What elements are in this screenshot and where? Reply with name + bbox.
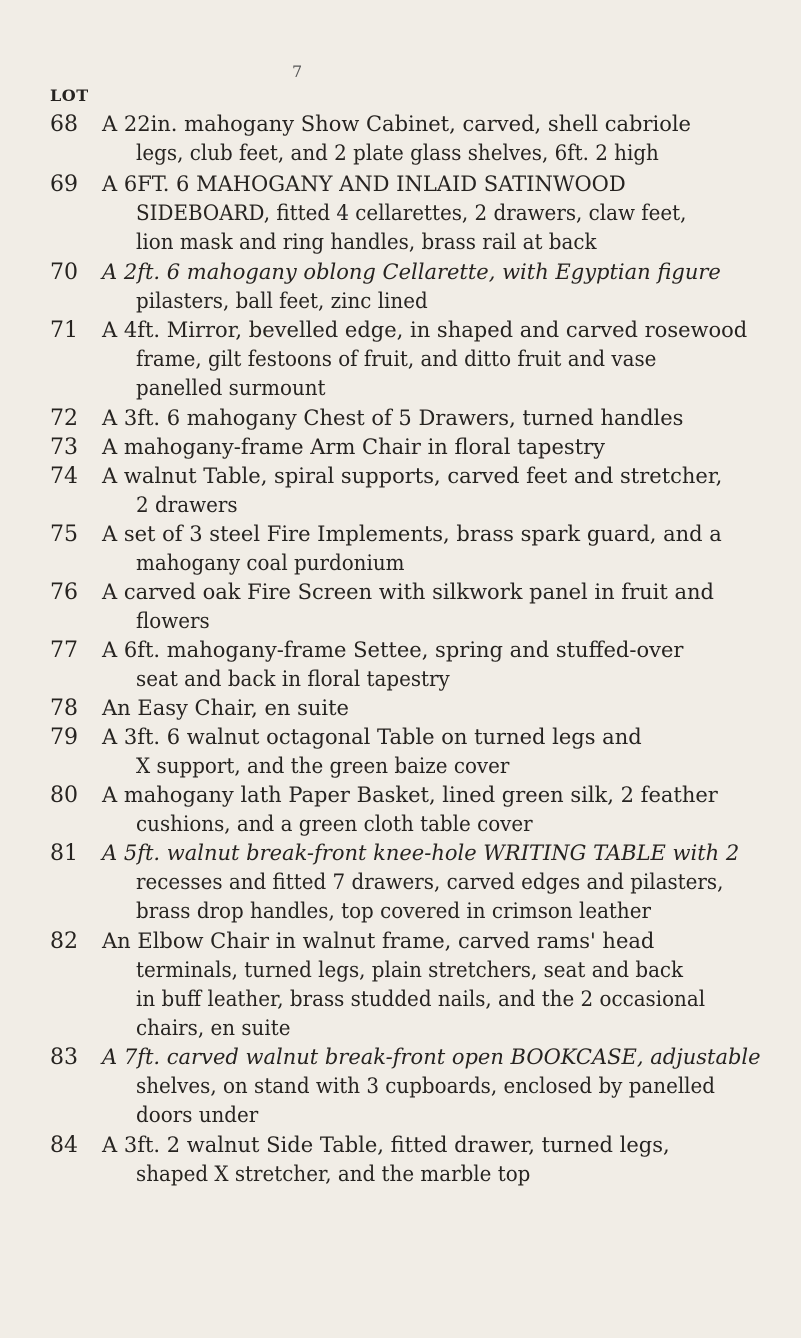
lot-entry bbox=[0, 578, 801, 636]
lot-entry bbox=[0, 927, 801, 1043]
lot-description bbox=[102, 1043, 767, 1130]
page-mark: 7 bbox=[292, 62, 303, 81]
lot-description-line: SIDEBOARD, fitted 4 cellarettes, 2 drawers, claw feet, bbox=[136, 201, 687, 225]
lot-description-line: A carved oak Fire Screen with silkwork panel in fruit and bbox=[102, 580, 715, 604]
lot-description-line: A walnut Table, spiral supports, carved feet and stretcher, bbox=[102, 464, 723, 488]
lot-description bbox=[102, 258, 767, 316]
lot-description bbox=[102, 578, 767, 636]
lot-entry bbox=[0, 433, 801, 462]
lot-description-line: A set of 3 steel Fire Implements, brass spark guard, and a bbox=[102, 522, 722, 546]
lot-description-line: shaped X stretcher, and the marble top bbox=[136, 1162, 531, 1186]
lot-description-line: brass drop handles, top covered in crimson leather bbox=[136, 899, 651, 923]
lot-description bbox=[102, 1131, 767, 1189]
lot-number: 77 bbox=[50, 638, 78, 663]
lot-description-line: X support, and the green baize cover bbox=[136, 754, 510, 778]
lot-description-line: chairs, en suite bbox=[136, 1016, 291, 1040]
lot-description-line: A mahogany lath Paper Basket, lined green silk, 2 feather bbox=[102, 783, 718, 807]
lot-description bbox=[102, 110, 767, 168]
lot-entry bbox=[0, 110, 801, 168]
lot-description-line: A 5ft. walnut break-front knee-hole WRITING TABLE with 2 bbox=[102, 841, 740, 865]
lot-description-line: doors under bbox=[136, 1103, 259, 1127]
lot-description bbox=[102, 927, 767, 1043]
lot-description-line: seat and back in floral tapestry bbox=[136, 667, 450, 691]
lot-number: 83 bbox=[50, 1045, 78, 1070]
lot-description bbox=[102, 316, 767, 403]
lot-description-line: An Elbow Chair in walnut frame, carved rams' head bbox=[102, 929, 655, 953]
lot-description-line: panelled surmount bbox=[136, 376, 326, 400]
lot-description-line: A 3ft. 6 mahogany Chest of 5 Drawers, turned handles bbox=[102, 406, 684, 430]
lot-number: 72 bbox=[50, 406, 78, 431]
lot-description-line: in buff leather, brass studded nails, and the 2 occasional bbox=[136, 987, 706, 1011]
lot-number: 81 bbox=[50, 841, 78, 866]
lot-description-line: lion mask and ring handles, brass rail at back bbox=[136, 230, 597, 254]
lot-description-line: flowers bbox=[136, 609, 210, 633]
lot-description bbox=[102, 636, 767, 694]
lot-description bbox=[102, 462, 767, 520]
lot-description-line: A 3ft. 6 walnut octagonal Table on turned legs and bbox=[102, 725, 642, 749]
lot-entry bbox=[0, 636, 801, 694]
lot-description bbox=[102, 694, 767, 723]
lot-description-line: A 3ft. 2 walnut Side Table, fitted drawer, turned legs, bbox=[102, 1133, 670, 1157]
lot-entry bbox=[0, 462, 801, 520]
lot-number: 70 bbox=[50, 260, 78, 285]
lot-entry bbox=[0, 258, 801, 316]
lot-description-line: shelves, on stand with 3 cupboards, enclosed by panelled bbox=[136, 1074, 716, 1098]
lot-number: 73 bbox=[50, 435, 78, 460]
lot-description-line: frame, gilt festoons of fruit, and ditto fruit and vase bbox=[136, 347, 657, 371]
lot-entry bbox=[0, 520, 801, 578]
lot-column-header: LOT bbox=[50, 86, 89, 105]
lot-description-line: A 2ft. 6 mahogany oblong Cellarette, with Egyptian figure bbox=[102, 260, 721, 284]
lot-number: 75 bbox=[50, 522, 78, 547]
lot-description-line: A 22in. mahogany Show Cabinet, carved, shell cabriole bbox=[102, 112, 691, 136]
lot-description-line: A 6FT. 6 MAHOGANY AND INLAID SATINWOOD bbox=[102, 172, 626, 196]
lot-number: 68 bbox=[50, 112, 78, 137]
lot-number: 71 bbox=[50, 318, 78, 343]
lot-description-line: A 4ft. Mirror, bevelled edge, in shaped and carved rosewood bbox=[102, 318, 748, 342]
lot-number: 80 bbox=[50, 783, 78, 808]
lot-entry bbox=[0, 694, 801, 723]
lot-entry bbox=[0, 170, 801, 257]
lot-description bbox=[102, 404, 767, 433]
lot-description-line: cushions, and a green cloth table cover bbox=[136, 812, 533, 836]
lot-description-line: pilasters, ball feet, zinc lined bbox=[136, 289, 428, 313]
lot-entry bbox=[0, 1131, 801, 1189]
lot-number: 76 bbox=[50, 580, 78, 605]
lot-description bbox=[102, 170, 767, 257]
lot-description bbox=[102, 433, 767, 462]
lot-entry bbox=[0, 316, 801, 403]
lot-number: 84 bbox=[50, 1133, 78, 1158]
lot-description bbox=[102, 839, 767, 926]
lot-description-line: 2 drawers bbox=[136, 493, 238, 517]
lot-number: 78 bbox=[50, 696, 78, 721]
lot-entry bbox=[0, 1043, 801, 1130]
lot-description-line: recesses and fitted 7 drawers, carved edges and pilasters, bbox=[136, 870, 724, 894]
lot-number: 74 bbox=[50, 464, 78, 489]
lot-description-line: mahogany coal purdonium bbox=[136, 551, 405, 575]
lot-description-line: legs, club feet, and 2 plate glass shelves, 6ft. 2 high bbox=[136, 141, 659, 165]
lot-number: 79 bbox=[50, 725, 78, 750]
lot-description-line: An Easy Chair, en suite bbox=[102, 696, 349, 720]
lot-entry bbox=[0, 404, 801, 433]
lot-number: 82 bbox=[50, 929, 78, 954]
lot-description-line: A 6ft. mahogany-frame Settee, spring and stuffed-over bbox=[102, 638, 684, 662]
lot-entry bbox=[0, 723, 801, 781]
lot-entry bbox=[0, 839, 801, 926]
lot-number: 69 bbox=[50, 172, 78, 197]
lot-description bbox=[102, 781, 767, 839]
lot-description-line: A 7ft. carved walnut break-front open BOOKCASE, adjustable bbox=[102, 1045, 761, 1069]
lot-description bbox=[102, 723, 767, 781]
lot-description bbox=[102, 520, 767, 578]
lot-description-line: A mahogany-frame Arm Chair in floral tapestry bbox=[102, 435, 606, 459]
lot-description-line: terminals, turned legs, plain stretchers, seat and back bbox=[136, 958, 684, 982]
lot-entry bbox=[0, 781, 801, 839]
